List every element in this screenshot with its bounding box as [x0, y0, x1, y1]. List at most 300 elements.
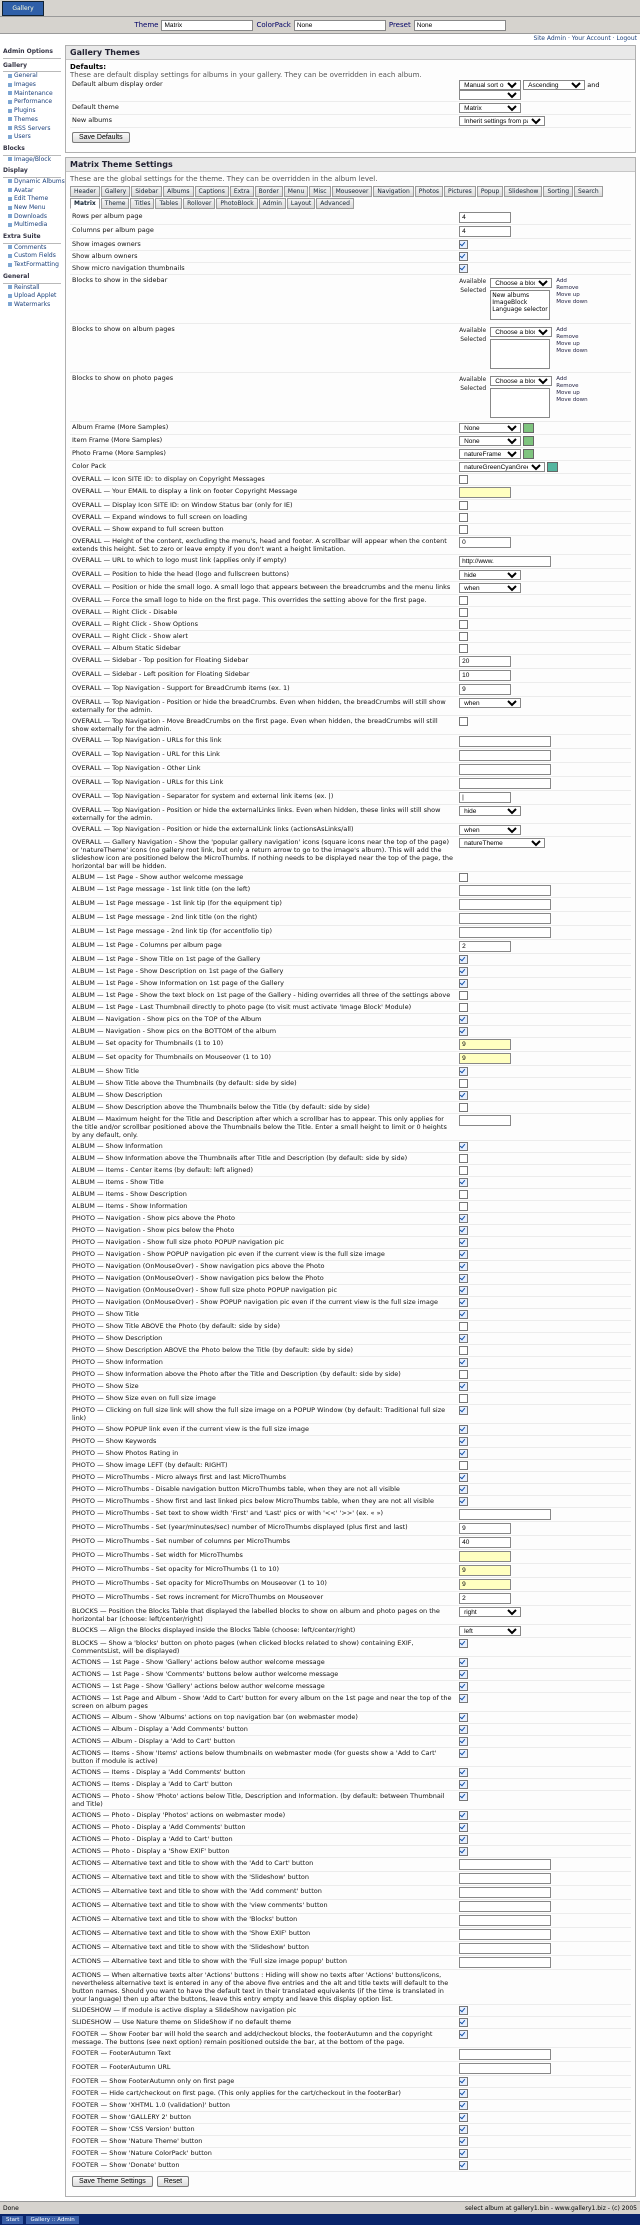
setting-field[interactable] — [457, 1638, 631, 1657]
setting-checkbox[interactable] — [459, 1670, 468, 1679]
setting-field[interactable] — [457, 1736, 631, 1748]
setting-checkbox[interactable] — [459, 1461, 468, 1470]
setting-checkbox[interactable] — [459, 1154, 468, 1163]
setting-field[interactable] — [457, 966, 631, 978]
setting-text-input[interactable] — [459, 941, 511, 952]
setting-checkbox[interactable] — [459, 1190, 468, 1199]
setting-field[interactable] — [457, 1942, 631, 1956]
setting-checkbox[interactable] — [459, 1286, 468, 1295]
sort-direction-select[interactable] — [523, 80, 585, 90]
setting-field[interactable] — [457, 239, 631, 251]
your-account-link[interactable]: Your Account — [571, 35, 611, 42]
setting-field[interactable] — [457, 1886, 631, 1900]
setting-select[interactable] — [459, 583, 521, 593]
setting-field[interactable] — [457, 619, 631, 631]
setting-field[interactable] — [457, 763, 631, 777]
setting-select[interactable] — [459, 838, 545, 848]
setting-field[interactable] — [457, 1592, 631, 1606]
tab-tables[interactable]: Tables — [155, 198, 182, 209]
move-up-button[interactable]: Move up — [556, 292, 580, 298]
setting-checkbox[interactable] — [459, 252, 468, 261]
setting-field[interactable] — [457, 2029, 631, 2048]
setting-checkbox[interactable] — [459, 1835, 468, 1844]
setting-field[interactable] — [457, 1625, 631, 1638]
setting-text-input[interactable] — [459, 927, 551, 938]
setting-field[interactable] — [457, 1114, 631, 1141]
setting-field[interactable] — [457, 926, 631, 940]
setting-checkbox[interactable] — [459, 240, 468, 249]
sidebar-item-downloads[interactable]: Downloads — [3, 213, 61, 222]
setting-field[interactable] — [457, 512, 631, 524]
setting-field[interactable] — [457, 1201, 631, 1213]
setting-field[interactable] — [457, 749, 631, 763]
setting-checkbox[interactable] — [459, 1027, 468, 1036]
setting-field[interactable] — [457, 1090, 631, 1102]
setting-checkbox[interactable] — [459, 1737, 468, 1746]
setting-field[interactable] — [457, 1249, 631, 1261]
tab-layout[interactable]: Layout — [287, 198, 315, 209]
setting-text-input[interactable] — [459, 913, 551, 924]
setting-text-input[interactable] — [459, 1579, 511, 1590]
setting-checkbox[interactable] — [459, 979, 468, 988]
setting-field[interactable] — [457, 1956, 631, 1970]
setting-field[interactable] — [457, 607, 631, 619]
setting-field[interactable] — [457, 1564, 631, 1578]
setting-checkbox[interactable] — [459, 1437, 468, 1446]
setting-field[interactable] — [457, 2100, 631, 2112]
setting-field[interactable] — [457, 1657, 631, 1669]
setting-checkbox[interactable] — [459, 525, 468, 534]
setting-field[interactable] — [457, 422, 631, 435]
setting-checkbox[interactable] — [459, 1310, 468, 1319]
setting-field[interactable] — [457, 1078, 631, 1090]
setting-text-input[interactable] — [459, 537, 511, 548]
setting-field[interactable] — [457, 824, 631, 837]
setting-checkbox[interactable] — [459, 1497, 468, 1506]
selected-blocks-list[interactable] — [490, 290, 550, 320]
setting-field[interactable] — [457, 1309, 631, 1321]
setting-field[interactable] — [457, 777, 631, 791]
setting-field[interactable] — [457, 1436, 631, 1448]
move-up-button[interactable]: Move up — [556, 390, 580, 396]
setting-text-input[interactable] — [459, 1943, 551, 1954]
setting-text-input[interactable] — [459, 778, 551, 789]
setting-checkbox[interactable] — [459, 1298, 468, 1307]
sidebar-item-users[interactable]: Users — [3, 133, 61, 142]
setting-checkbox[interactable] — [459, 2006, 468, 2015]
setting-field[interactable] — [457, 912, 631, 926]
setting-field[interactable] — [457, 1273, 631, 1285]
tab-albums[interactable]: Albums — [163, 186, 193, 197]
setting-checkbox[interactable] — [459, 2149, 468, 2158]
setting-checkbox[interactable] — [459, 1780, 468, 1789]
setting-text-input[interactable] — [459, 1887, 551, 1898]
setting-field[interactable] — [457, 1369, 631, 1381]
setting-checkbox[interactable] — [459, 1166, 468, 1175]
setting-select[interactable] — [459, 1607, 521, 1617]
setting-text-input[interactable] — [459, 1957, 551, 1968]
setting-checkbox[interactable] — [459, 2030, 468, 2039]
setting-checkbox[interactable] — [459, 1713, 468, 1722]
setting-checkbox[interactable] — [459, 501, 468, 510]
setting-field[interactable] — [457, 448, 631, 461]
new-albums-select[interactable] — [459, 116, 545, 126]
setting-field[interactable] — [457, 631, 631, 643]
sidebar-item-comments[interactable]: Comments — [3, 244, 61, 253]
selected-block-item[interactable]: New albums — [492, 292, 530, 299]
setting-field[interactable] — [457, 435, 631, 448]
tab-titles[interactable]: Titles — [130, 198, 154, 209]
setting-checkbox[interactable] — [459, 1015, 468, 1024]
setting-field[interactable] — [457, 536, 631, 555]
setting-field[interactable] — [457, 1767, 631, 1779]
setting-checkbox[interactable] — [459, 1238, 468, 1247]
add-block-button[interactable]: Add — [556, 376, 567, 382]
move-up-button[interactable]: Move up — [556, 341, 580, 347]
setting-field[interactable] — [457, 2160, 631, 2172]
setting-checkbox[interactable] — [459, 2161, 468, 2170]
tab-photos[interactable]: Photos — [415, 186, 443, 197]
setting-field[interactable] — [457, 1724, 631, 1736]
setting-field[interactable] — [457, 697, 631, 716]
setting-text-input[interactable] — [459, 1859, 551, 1870]
setting-field[interactable] — [457, 716, 631, 735]
reset-button[interactable]: Reset — [157, 2176, 189, 2187]
setting-field[interactable] — [457, 1712, 631, 1724]
add-block-button[interactable]: Add — [556, 327, 567, 333]
setting-field[interactable] — [457, 1460, 631, 1472]
setting-field[interactable] — [457, 2148, 631, 2160]
setting-checkbox[interactable] — [459, 632, 468, 641]
setting-field[interactable] — [457, 225, 631, 239]
setting-text-input[interactable] — [459, 764, 551, 775]
sidebar-item-themes[interactable]: Themes — [3, 116, 61, 125]
setting-field[interactable] — [457, 1536, 631, 1550]
save-theme-settings-button[interactable]: Save Theme Settings — [72, 2176, 153, 2187]
setting-checkbox[interactable] — [459, 2113, 468, 2122]
setting-select[interactable] — [459, 825, 521, 835]
setting-field[interactable] — [457, 1928, 631, 1942]
frame-select[interactable] — [459, 449, 521, 459]
setting-checkbox[interactable] — [459, 717, 468, 726]
setting-checkbox[interactable] — [459, 1178, 468, 1187]
default-theme-select[interactable] — [459, 103, 521, 113]
setting-select[interactable] — [459, 698, 521, 708]
sidebar-item-general[interactable]: General — [3, 72, 61, 81]
setting-field[interactable] — [457, 1822, 631, 1834]
setting-checkbox[interactable] — [459, 1274, 468, 1283]
setting-checkbox[interactable] — [459, 1079, 468, 1088]
setting-text-input[interactable] — [459, 1593, 511, 1604]
setting-field[interactable] — [457, 669, 631, 683]
setting-checkbox[interactable] — [459, 264, 468, 273]
setting-text-input[interactable] — [459, 736, 551, 747]
setting-field[interactable] — [457, 275, 631, 324]
setting-field[interactable] — [457, 595, 631, 607]
setting-checkbox[interactable] — [459, 1103, 468, 1112]
available-blocks-select[interactable] — [490, 327, 552, 337]
tab-misc[interactable]: Misc — [309, 186, 330, 197]
tab-search[interactable]: Search — [574, 186, 603, 197]
setting-checkbox[interactable] — [459, 1749, 468, 1758]
setting-field[interactable] — [457, 2017, 631, 2029]
sidebar-item-reinstall[interactable]: Reinstall — [3, 284, 61, 293]
setting-checkbox[interactable] — [459, 1725, 468, 1734]
setting-field[interactable] — [457, 805, 631, 824]
setting-field[interactable] — [457, 2124, 631, 2136]
tab-slideshow[interactable]: Slideshow — [504, 186, 542, 197]
tab-advanced[interactable]: Advanced — [316, 198, 354, 209]
defaults-row-field[interactable] — [457, 79, 631, 102]
setting-field[interactable] — [457, 643, 631, 655]
setting-field[interactable] — [457, 1405, 631, 1424]
setting-field[interactable] — [457, 1189, 631, 1201]
sidebar-item-textformatting[interactable]: TextFormatting — [3, 261, 61, 270]
start-button[interactable]: Start — [2, 2216, 23, 2224]
setting-checkbox[interactable] — [459, 1639, 468, 1648]
setting-field[interactable] — [457, 1014, 631, 1026]
selected-blocks-list[interactable] — [490, 388, 550, 418]
setting-field[interactable] — [457, 474, 631, 486]
setting-text-input[interactable] — [459, 684, 511, 695]
setting-text-input[interactable] — [459, 1509, 551, 1520]
sidebar-item-new-menu[interactable]: New Menu — [3, 204, 61, 213]
setting-field[interactable] — [457, 2048, 631, 2062]
setting-checkbox[interactable] — [459, 873, 468, 882]
setting-checkbox[interactable] — [459, 644, 468, 653]
setting-field[interactable] — [457, 1858, 631, 1872]
setting-field[interactable] — [457, 954, 631, 966]
setting-field[interactable] — [457, 2088, 631, 2100]
setting-select[interactable] — [459, 1626, 521, 1636]
colorpack-select[interactable] — [459, 462, 545, 472]
setting-field[interactable] — [457, 251, 631, 263]
sidebar-item-dynamic-albums[interactable]: Dynamic Albums — [3, 178, 61, 187]
setting-text-input[interactable] — [459, 1873, 551, 1884]
move-down-button[interactable]: Move down — [556, 348, 588, 354]
sidebar-item-edit-theme[interactable]: Edit Theme — [3, 195, 61, 204]
setting-field[interactable] — [457, 837, 631, 872]
setting-text-input[interactable] — [459, 1915, 551, 1926]
setting-field[interactable] — [457, 1297, 631, 1309]
setting-checkbox[interactable] — [459, 1694, 468, 1703]
setting-field[interactable] — [457, 1285, 631, 1297]
setting-text-input[interactable] — [459, 1115, 511, 1126]
setting-field[interactable] — [457, 1508, 631, 1522]
setting-field[interactable] — [457, 582, 631, 595]
colorpack-field-input[interactable] — [294, 20, 386, 31]
setting-checkbox[interactable] — [459, 2101, 468, 2110]
setting-text-input[interactable] — [459, 1565, 511, 1576]
sort-order-select[interactable] — [459, 80, 521, 90]
setting-text-input[interactable] — [459, 226, 511, 237]
setting-checkbox[interactable] — [459, 1250, 468, 1259]
remove-block-button[interactable]: Remove — [556, 334, 579, 340]
theme-field-input[interactable] — [161, 20, 253, 31]
selected-block-item[interactable]: ImageBlock — [492, 299, 528, 306]
setting-checkbox[interactable] — [459, 1067, 468, 1076]
sidebar-item-avatar[interactable]: Avatar — [3, 187, 61, 196]
defaults-row-field[interactable] — [457, 115, 631, 128]
setting-checkbox[interactable] — [459, 1811, 468, 1820]
setting-field[interactable] — [457, 2062, 631, 2076]
setting-field[interactable] — [457, 1381, 631, 1393]
tab-popup[interactable]: Popup — [477, 186, 504, 197]
setting-text-input[interactable] — [459, 792, 511, 803]
tab-admin[interactable]: Admin — [259, 198, 286, 209]
setting-select[interactable] — [459, 570, 521, 580]
remove-block-button[interactable]: Remove — [556, 285, 579, 291]
setting-field[interactable] — [457, 1693, 631, 1712]
setting-field[interactable] — [457, 1448, 631, 1460]
move-down-button[interactable]: Move down — [556, 397, 588, 403]
move-down-button[interactable]: Move down — [556, 299, 588, 305]
setting-field[interactable] — [457, 373, 631, 422]
setting-text-input[interactable] — [459, 885, 551, 896]
theme-tab-strip[interactable] — [70, 186, 631, 209]
setting-checkbox[interactable] — [459, 1473, 468, 1482]
setting-field[interactable] — [457, 569, 631, 582]
setting-field[interactable] — [457, 1066, 631, 1078]
setting-field[interactable] — [457, 990, 631, 1002]
setting-field[interactable] — [457, 1748, 631, 1767]
setting-checkbox[interactable] — [459, 1792, 468, 1801]
setting-checkbox[interactable] — [459, 1823, 468, 1832]
setting-field[interactable] — [457, 555, 631, 569]
available-blocks-select[interactable] — [490, 278, 552, 288]
setting-text-input[interactable] — [459, 1901, 551, 1912]
setting-text-input[interactable] — [459, 2049, 551, 2060]
setting-field[interactable] — [457, 1914, 631, 1928]
setting-field[interactable] — [457, 2136, 631, 2148]
frame-select[interactable] — [459, 423, 521, 433]
tab-sorting[interactable]: Sorting — [543, 186, 573, 197]
tab-theme[interactable]: Theme — [101, 198, 130, 209]
remove-block-button[interactable]: Remove — [556, 383, 579, 389]
setting-field[interactable] — [457, 1484, 631, 1496]
setting-checkbox[interactable] — [459, 1382, 468, 1391]
setting-checkbox[interactable] — [459, 1682, 468, 1691]
tab-border[interactable]: Border — [255, 186, 283, 197]
taskbar-window-gallery[interactable]: Gallery :: Admin — [26, 2216, 78, 2224]
setting-text-input[interactable] — [459, 1929, 551, 1940]
setting-field[interactable] — [457, 1578, 631, 1592]
setting-field[interactable] — [457, 940, 631, 954]
setting-field[interactable] — [457, 1810, 631, 1822]
sidebar-item-custom-fields[interactable]: Custom Fields — [3, 252, 61, 261]
setting-field[interactable] — [457, 655, 631, 669]
sidebar-item-image-block[interactable]: Image/Block — [3, 156, 61, 165]
setting-checkbox[interactable] — [459, 967, 468, 976]
setting-field[interactable] — [457, 791, 631, 805]
setting-field[interactable] — [457, 1026, 631, 1038]
setting-checkbox[interactable] — [459, 1394, 468, 1403]
setting-checkbox[interactable] — [459, 1226, 468, 1235]
setting-field[interactable] — [457, 898, 631, 912]
setting-field[interactable] — [457, 1779, 631, 1791]
defaults-row-field[interactable] — [457, 102, 631, 115]
setting-field[interactable] — [457, 1872, 631, 1886]
add-block-button[interactable]: Add — [556, 278, 567, 284]
tab-menu[interactable]: Menu — [284, 186, 308, 197]
tab-matrix[interactable]: Matrix — [70, 198, 100, 209]
setting-text-input[interactable] — [459, 1523, 511, 1534]
setting-field[interactable] — [457, 1669, 631, 1681]
setting-text-input[interactable] — [459, 1053, 511, 1064]
setting-text-input[interactable] — [459, 212, 511, 223]
setting-field[interactable] — [457, 1333, 631, 1345]
setting-checkbox[interactable] — [459, 1768, 468, 1777]
setting-field[interactable] — [457, 2076, 631, 2088]
setting-text-input[interactable] — [459, 899, 551, 910]
sidebar-item-performance[interactable]: Performance — [3, 98, 61, 107]
setting-text-input[interactable] — [459, 656, 511, 667]
setting-checkbox[interactable] — [459, 475, 468, 484]
setting-field[interactable] — [457, 1550, 631, 1564]
setting-text-input[interactable] — [459, 1551, 511, 1562]
setting-select[interactable] — [459, 806, 521, 816]
setting-checkbox[interactable] — [459, 1142, 468, 1151]
setting-text-input[interactable] — [459, 556, 551, 567]
setting-field[interactable] — [457, 1900, 631, 1914]
setting-field[interactable] — [457, 1225, 631, 1237]
setting-field[interactable] — [457, 1052, 631, 1066]
setting-checkbox[interactable] — [459, 608, 468, 617]
setting-field[interactable] — [457, 884, 631, 898]
logout-link[interactable]: Logout — [616, 35, 637, 42]
setting-checkbox[interactable] — [459, 1425, 468, 1434]
sidebar-item-plugins[interactable]: Plugins — [3, 107, 61, 116]
setting-checkbox[interactable] — [459, 1003, 468, 1012]
tab-gallery[interactable]: Gallery — [101, 186, 130, 197]
setting-field[interactable] — [457, 324, 631, 373]
setting-checkbox[interactable] — [459, 955, 468, 964]
sidebar-item-multimedia[interactable]: Multimedia — [3, 221, 61, 230]
setting-text-input[interactable] — [459, 1039, 511, 1050]
tab-sidebar[interactable]: Sidebar — [131, 186, 162, 197]
setting-checkbox[interactable] — [459, 991, 468, 1000]
setting-text-input[interactable] — [459, 1537, 511, 1548]
setting-field[interactable] — [457, 1846, 631, 1858]
setting-field[interactable] — [457, 683, 631, 697]
setting-field[interactable] — [457, 1141, 631, 1153]
setting-checkbox[interactable] — [459, 1202, 468, 1211]
setting-field[interactable] — [457, 263, 631, 275]
setting-checkbox[interactable] — [459, 1370, 468, 1379]
setting-field[interactable] — [457, 1496, 631, 1508]
sidebar-item-maintenance[interactable]: Maintenance — [3, 90, 61, 99]
setting-field[interactable] — [457, 1834, 631, 1846]
setting-checkbox[interactable] — [459, 596, 468, 605]
tab-photoblock[interactable]: PhotoBlock — [216, 198, 257, 209]
setting-checkbox[interactable] — [459, 2089, 468, 2098]
setting-checkbox[interactable] — [459, 1322, 468, 1331]
sidebar-item-upload-applet[interactable]: Upload Applet — [3, 292, 61, 301]
setting-field[interactable] — [457, 1213, 631, 1225]
setting-text-input[interactable] — [459, 750, 551, 761]
setting-field[interactable] — [457, 1002, 631, 1014]
setting-text-input[interactable] — [459, 487, 511, 498]
preset-field-input[interactable] — [414, 20, 506, 31]
tab-rollover[interactable]: Rollover — [183, 198, 215, 209]
setting-field[interactable] — [457, 735, 631, 749]
frame-select[interactable] — [459, 436, 521, 446]
setting-field[interactable] — [457, 2005, 631, 2017]
setting-field[interactable] — [457, 872, 631, 884]
setting-text-input[interactable] — [459, 2063, 551, 2074]
setting-checkbox[interactable] — [459, 1449, 468, 1458]
sidebar-item-watermarks[interactable]: Watermarks — [3, 301, 61, 310]
